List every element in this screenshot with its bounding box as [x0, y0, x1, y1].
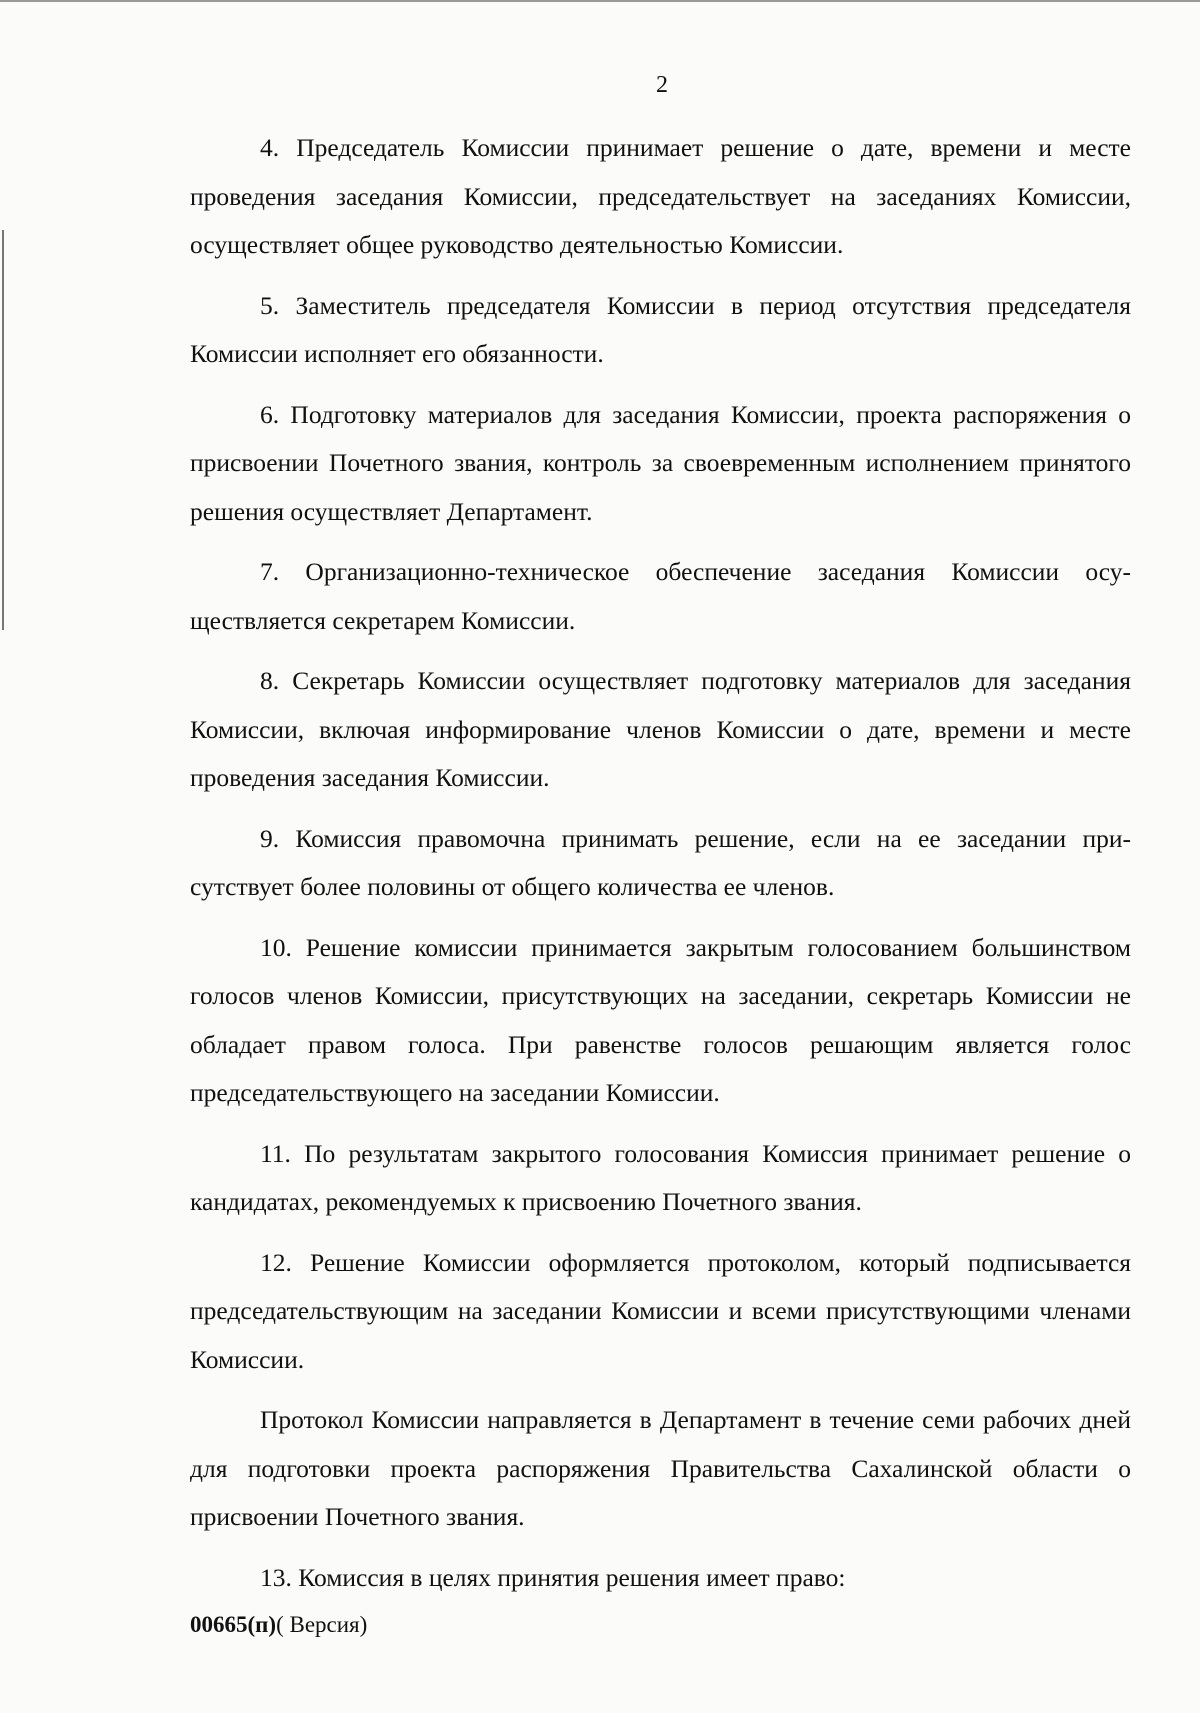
- paragraph-5: 5. Заместитель председателя Комиссии в период отсутствия председателя Комиссии исполняет его обязанности.: [190, 290, 1131, 368]
- paragraph-12: 12. Решение Комиссии оформляется протоколом, который подписывается председательствующим на заседании Комиссии и всеми присутствующими членами Комиссии.: [190, 1247, 1131, 1374]
- page-number: 2: [656, 72, 668, 98]
- paragraph-4: 4. Председатель Комиссии принимает решение о дате, времени и месте проведения заседания Комиссии, председательствует на заседаниях Комиссии, осуществляет общее руководство деятельностью Комиссии.: [190, 133, 1131, 259]
- paragraph-8: 8. Секретарь Комиссии осуществляет подготовку материалов для заседания Комиссии, включая информирование членов Комиссии о дате, времени и месте проведения заседания Комиссии.: [190, 666, 1131, 792]
- document-code: 00665(п): [190, 1612, 277, 1637]
- paragraph-11: 11. По результатам закрытого голосования Комиссия принимает решение о кандидатах, рекомендуемых к присвоению Почетного звания.: [190, 1138, 1131, 1216]
- paragraph-protocol: Протокол Комиссии направляется в Департамент в течение семи рабочих дней для подготовки проекта распоряжения Правительства Сахалинской области о присвоении Почетного звания.: [190, 1405, 1131, 1531]
- scan-top-edge: [0, 0, 1200, 2]
- document-footer-code: [190, 1612, 367, 1638]
- document-body: [190, 124, 1131, 1614]
- scan-left-edge-mark: [2, 230, 4, 630]
- paragraph-7: 7. Организационно-техническое обеспечение заседания Комиссии осуществляется секретарем Комиссии.: [190, 557, 1131, 635]
- paragraph-9: 9. Комиссия правомочна принимать решение, если на ее заседании присутствует более половины от общего количества ее членов.: [190, 823, 1131, 901]
- paragraph-13: 13. Комиссия в целях принятия решения имеет право:: [260, 1562, 846, 1592]
- paragraph-10: 10. Решение комиссии принимается закрытым голосованием большинством голосов членов Комиссии, присутствующих на заседании, секретарь Комиссии не обладает правом голоса. При равенстве голосов решающим является голос председательствующего на заседании Комиссии.: [190, 932, 1131, 1107]
- document-version-label: ( Версия): [276, 1612, 368, 1637]
- paragraph-6: 6. Подготовку материалов для заседания Комиссии, проекта распоряжения о присвоении Почетного звания, контроль за своевременным исполнением принятого решения осуществляет Департамент.: [190, 399, 1131, 526]
